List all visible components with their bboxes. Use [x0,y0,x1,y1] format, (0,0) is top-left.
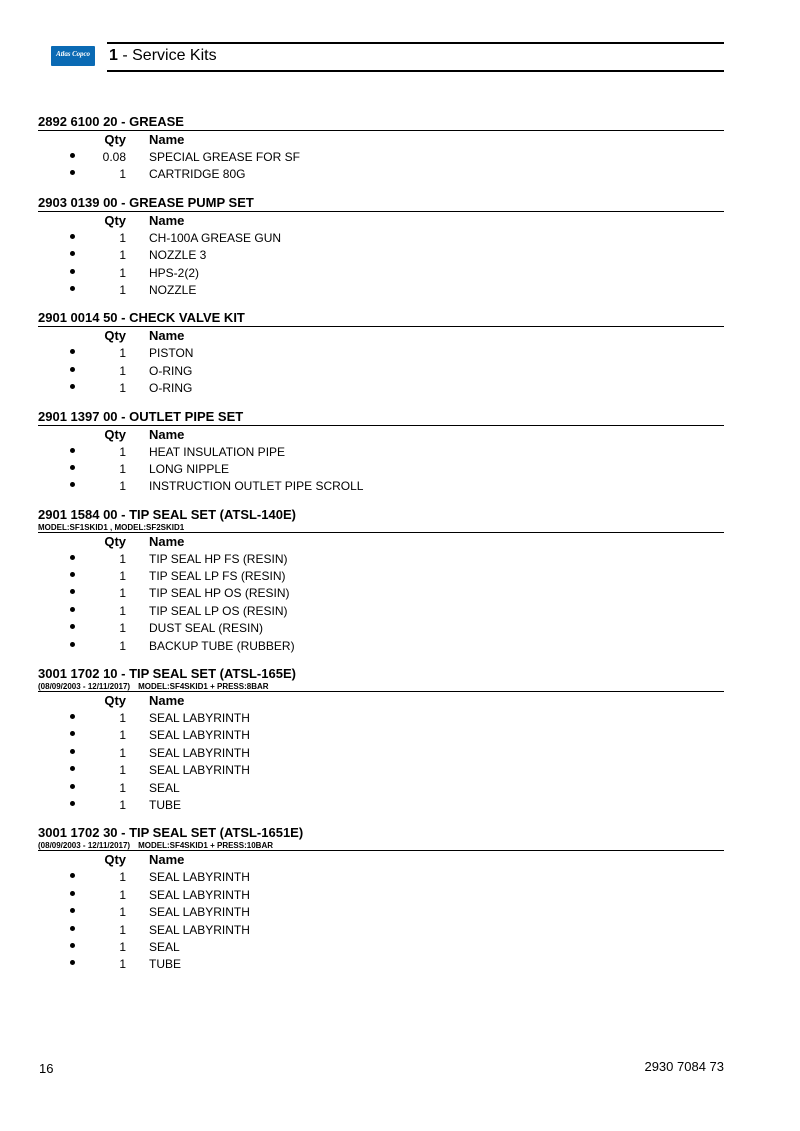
item-name: SEAL LABYRINTH [149,711,250,726]
item-qty: 1 [119,346,126,361]
column-header [38,533,724,550]
kit-section [38,666,724,813]
bullet-icon [70,153,75,158]
bullet-icon [70,943,75,948]
item-qty: 1 [119,461,126,476]
qty-header: Qty [104,132,126,147]
bullet-icon [70,784,75,789]
kit-applicability [38,523,724,532]
kit-item-row [38,744,724,761]
bullet-icon [70,251,75,256]
document-number: 2930 7084 73 [644,1059,724,1074]
name-header: Name [149,426,185,442]
column-header [38,692,724,709]
kit-item-row [38,281,724,298]
item-name: SPECIAL GREASE FOR SF [149,150,300,164]
item-name: O-RING [149,381,193,396]
item-qty: 1 [119,745,126,760]
section-title-text: Service Kits [132,47,217,64]
item-qty: 1 [119,797,126,812]
item-qty: 1 [119,711,126,726]
bullet-icon [70,349,75,354]
item-name: SEAL LABYRINTH [149,870,250,885]
item-qty: 1 [119,282,126,297]
section-number: 1 [109,47,118,64]
item-qty: 1 [119,728,126,743]
header-rule-top [107,42,724,44]
item-qty: 0.08 [102,150,126,164]
bullet-icon [70,960,75,965]
name-header: Name [149,328,185,344]
bullet-icon [70,572,75,577]
kit-item-row [38,886,724,903]
bullet-icon [70,908,75,913]
kit-model: MODEL:SF4SKID1 + PRESS:8BAR [138,682,269,692]
qty-header: Qty [104,328,126,344]
qty-header: Qty [104,212,126,228]
item-qty: 1 [119,922,126,937]
atlas-copco-logo [51,46,95,66]
qty-header: Qty [104,852,126,868]
item-qty: 1 [119,363,126,378]
bullet-icon [70,607,75,612]
kit-applicability [38,682,724,691]
item-name: HEAT INSULATION PIPE [149,444,286,459]
kit-date-range: (08/09/2003 - 12/11/2017) [38,841,131,851]
bullet-icon [70,891,75,896]
item-qty: 1 [119,569,126,584]
item-name: TIP SEAL LP FS (RESIN) [149,569,286,584]
name-header: Name [149,132,185,147]
section-separator: - [117,47,133,64]
kit-title: 2901 0014 50 - CHECK VALVE KIT [38,310,245,326]
item-qty: 1 [119,780,126,795]
item-name: SEAL LABYRINTH [149,905,250,920]
item-qty: 1 [119,444,126,459]
column-header [38,131,724,148]
item-name: SEAL LABYRINTH [149,887,250,902]
kit-title: 3001 1702 10 - TIP SEAL SET (ATSL-165E) [38,666,296,682]
bullet-icon [70,766,75,771]
kit-section [38,825,724,972]
kit-item-row [38,379,724,396]
item-name: SEAL [149,939,180,954]
kit-item-row [38,567,724,584]
item-name: HPS-2(2) [149,265,200,280]
item-name: LONG NIPPLE [149,461,230,476]
kit-title: 2892 6100 20 - GREASE [38,114,184,129]
column-header [38,851,724,868]
item-qty: 1 [119,586,126,601]
kit-item-row [38,550,724,567]
item-qty: 1 [119,887,126,902]
page-number: 16 [39,1061,54,1076]
kit-item-row [38,362,724,379]
item-name: CH-100A GREASE GUN [149,230,282,245]
item-name: TIP SEAL HP OS (RESIN) [149,586,290,601]
kit-item-row [38,637,724,654]
item-name: SEAL LABYRINTH [149,728,250,743]
item-name: BACKUP TUBE (RUBBER) [149,638,295,653]
column-header [38,212,724,229]
bullet-icon [70,642,75,647]
kit-section [38,114,724,183]
bullet-icon [70,873,75,878]
item-name: NOZZLE [149,282,197,297]
bullet-icon [70,926,75,931]
kit-item-row [38,761,724,778]
kit-item-row [38,165,724,182]
kits-list [38,114,724,985]
item-name: SEAL LABYRINTH [149,763,250,778]
kit-item-row [38,584,724,601]
item-qty: 1 [119,603,126,618]
kit-model: MODEL:SF1SKID1 , MODEL:SF2SKID1 [38,522,185,532]
kit-item-row [38,903,724,920]
item-qty: 1 [119,479,126,494]
item-qty: 1 [119,381,126,396]
bullet-icon [70,269,75,274]
kit-title: 2901 1584 00 - TIP SEAL SET (ATSL-140E) [38,506,296,522]
item-name: DUST SEAL (RESIN) [149,621,264,636]
bullet-icon [70,624,75,629]
kit-section [38,409,724,495]
kit-item-row [38,726,724,743]
bullet-icon [70,714,75,719]
item-qty: 1 [119,957,126,972]
kit-item-row [38,938,724,955]
bullet-icon [70,801,75,806]
page-header [0,0,800,80]
kit-title: 2903 0139 00 - GREASE PUMP SET [38,194,254,210]
kit-item-row [38,619,724,636]
item-name: TIP SEAL HP FS (RESIN) [149,551,288,566]
item-name: SEAL LABYRINTH [149,745,250,760]
bullet-icon [70,749,75,754]
item-name: PISTON [149,346,194,361]
item-name: CARTRIDGE 80G [149,167,246,182]
item-name: TIP SEAL LP OS (RESIN) [149,603,288,618]
item-name: O-RING [149,363,193,378]
column-header [38,327,724,344]
bullet-icon [70,384,75,389]
item-qty: 1 [119,621,126,636]
kit-item-row [38,602,724,619]
kit-item-row [38,246,724,263]
kit-section [38,507,724,654]
bullet-icon [70,234,75,239]
qty-header: Qty [104,533,126,549]
kit-item-row [38,148,724,165]
item-qty: 1 [119,905,126,920]
kit-item-row [38,709,724,726]
kit-model: MODEL:SF4SKID1 + PRESS:10BAR [138,841,273,851]
item-name: SEAL LABYRINTH [149,922,250,937]
kit-section [38,195,724,299]
bullet-icon [70,286,75,291]
kit-applicability [38,841,724,850]
item-name: TUBE [149,797,182,812]
kit-item-row [38,477,724,494]
kit-title: 3001 1702 30 - TIP SEAL SET (ATSL-1651E) [38,825,304,841]
kit-item-row [38,796,724,813]
kit-section [38,310,724,396]
qty-header: Qty [104,426,126,442]
item-qty: 1 [119,638,126,653]
item-qty: 1 [119,248,126,263]
item-qty: 1 [119,167,126,182]
item-qty: 1 [119,551,126,566]
bullet-icon [70,465,75,470]
kit-item-row [38,229,724,246]
name-header: Name [149,693,185,709]
kit-item-row [38,955,724,972]
kit-item-row [38,344,724,361]
bullet-icon [70,367,75,372]
name-header: Name [149,533,185,549]
column-header [38,426,724,443]
kit-date-range: (08/09/2003 - 12/11/2017) [38,682,131,692]
header-rule-bottom [107,70,724,72]
item-name: NOZZLE 3 [149,248,207,263]
item-name: SEAL [149,780,180,795]
kit-item-row [38,921,724,938]
name-header: Name [149,852,185,868]
bullet-icon [70,448,75,453]
kit-item-row [38,443,724,460]
kit-title: 2901 1397 00 - OUTLET PIPE SET [38,408,244,424]
bullet-icon [70,731,75,736]
item-name: INSTRUCTION OUTLET PIPE SCROLL [149,479,364,494]
logo-text: Atlas Copco [56,50,90,58]
item-qty: 1 [119,870,126,885]
kit-item-row [38,460,724,477]
item-qty: 1 [119,265,126,280]
kit-item-row [38,264,724,281]
item-qty: 1 [119,763,126,778]
item-qty: 1 [119,230,126,245]
section-title [109,47,217,65]
item-name: TUBE [149,957,182,972]
bullet-icon [70,482,75,487]
kit-item-row [38,779,724,796]
bullet-icon [70,170,75,175]
bullet-icon [70,555,75,560]
name-header: Name [149,212,185,228]
kit-item-row [38,868,724,885]
item-qty: 1 [119,939,126,954]
bullet-icon [70,589,75,594]
qty-header: Qty [104,693,126,709]
